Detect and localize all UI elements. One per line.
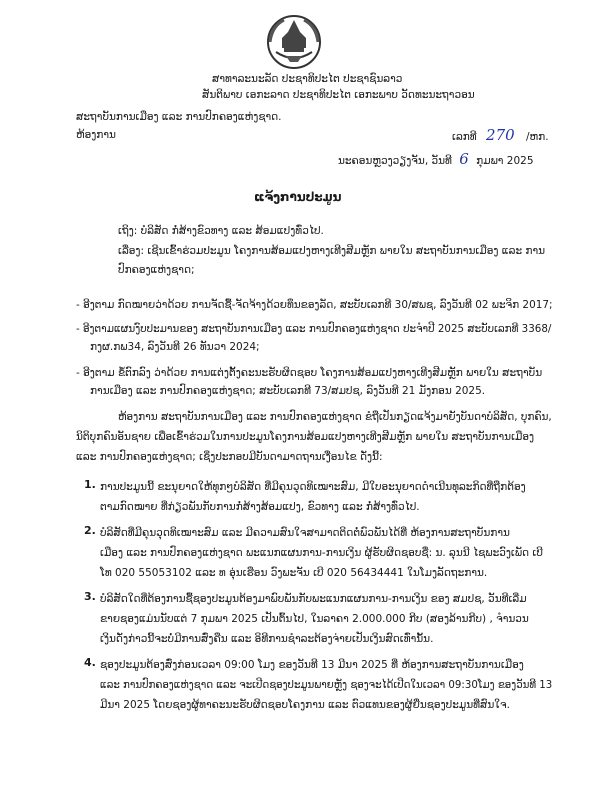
intro-line-3: ແລະ ການປົກຄອງແຫ່ງຊາດ; ເຊິ່ງປະກອບມີບັນດາມາດຖານເງື່ອນໄຂ ດັ່ງນີ້: [76, 451, 383, 463]
item-2-line-3: ໂທ 020 55053102 ແລະ ທ ອຸ່ນເຮືອນ ວົງພະຈັນ ເບີ 020 56434441 ໃນໂມງລັດຖະການ. [100, 567, 488, 579]
place-date [338, 152, 534, 168]
item-4-line-2: ແລະ ການປົກຄອງແຫ່ງຊາດ ແລະ ຈະເປີດຊອງປະມູນພາຍຫຼັງ ຊອງຈະໄດ້ເປີດໃນເວລາ 09:30ໂມງ ຂອງວັນທີ 13 [100, 679, 553, 691]
item-3-line-1: ບໍລິສັດໃດທີ່ຕ້ອງການຊື້ຊອງປະມູນຕ້ອງມາພົບພັນກັບພະແນກແຜນການ-ການເງິນ ຂອງ ສມປຊ, ວັນທີເລີ່ມ [100, 593, 527, 605]
subject-line-2: ປົກຄອງແຫ່ງຊາດ; [118, 264, 195, 276]
item-2-line-2: ເມືອງ ແລະ ການປົກຄອງແຫ່ງຊາດ ພະແນກແຜນການ-ການເງິນ ຜູ້ຮັບຜິດຊອບຊື່: ນ. ລຸນນີ ໄຊພະວົງເພັດ ເບີ [100, 547, 543, 559]
reference-3-line-1: - ອີງຕາມ ຂໍ້ຕົກລົງ ວ່າດ້ວຍ ການແຕ່ງຕັ້ງຄະນະຮັບຜິດຊອບ ໂຄງການສ້ອມແປງຫາງເທີງສີມຫຼັກ ພາຍໃນ ສະຖາບັນ [76, 367, 543, 379]
item-2-number: 2. [84, 524, 96, 537]
reference-2-line-1: - ອີງຕາມແຜນງົບປະມານຂອງ ສະຖາບັນການເມືອງ ແລະ ການປົກຄອງແຫ່ງຊາດ ປະຈຳປີ 2025 ສະບັບເລກທີ 3368/ [76, 323, 552, 335]
date-day: 6 [459, 150, 469, 168]
item-4-number: 4. [84, 656, 96, 669]
item-3-number: 3. [84, 590, 96, 603]
intro-line-2: ນິຕິບຸກຄົນອັນຊາຍ ເພື່ອເຂົ້າຮ່ວມໃນການປະມູນໂຄງການສ້ອມແປງຫາງເທີງສີມຫຼັກ ພາຍໃນ ສະຖາບັນການເມືອງ [76, 431, 535, 443]
item-4-line-3: ມີນາ 2025 ໂດຍຊອງຜູ້ທາຄະນະຮັບຜິດຊອບໂຄງການ ແລະ ຕົວແທນຂອງຜູ້ຍື່ນຊອງປະມູນທີ່ສົນໃຈ. [100, 699, 510, 711]
doc-number-value: 270 [486, 126, 515, 144]
item-3-line-2: ຂາຍຊອງແມ່ນນັບແຕ່ 7 ກຸມພາ 2025 ເປັນຕົ້ນໄປ, ໃນລາຄາ 2.000.000 ກີບ (ສອງລ້ານກີບ) , ຈຳນວນ [100, 613, 529, 625]
item-3-line-3: ເງິນດັ່ງກ່າວນີ້ຈະບໍ່ມີການສົ່ງຄືນ ແລະ ອິທີການຊຳລະຕ້ອງຈ່າຍເປັນເງິນສົດເທົ່ານັ້ນ. [100, 633, 434, 645]
national-emblem [262, 12, 326, 70]
country-line: ສາທາລະນະລັດ ປະຊາທິປະໄຕ ປະຊາຊົນລາວ [212, 73, 403, 85]
motto-line: ສັນຕິພາບ ເອກະລາດ ປະຊາທິປະໄຕ ເອກະພາບ ວັດທະນະຖາວອນ [202, 89, 475, 101]
doc-number-suffix: /ຫກ. [526, 131, 549, 143]
intro-line-1: ຫ້ອງການ ສະຖາບັນການເມືອງ ແລະ ການປົກຄອງແຫ່ງຊາດ ຂໍຖືເປັນກຽດແຈ້ງມາຍັງບັນດາບໍລິສັດ, ບຸກຄົນ, [118, 411, 552, 423]
item-1-number: 1. [84, 478, 96, 491]
document-title: ແຈ້ງການປະມູນ [254, 190, 342, 204]
office-label: ຫ້ອງການ [76, 129, 116, 141]
place-date-prefix: ນະຄອນຫຼວງວຽງຈັນ, ວັນທີ [338, 155, 452, 167]
date-month-year: ກຸມພາ 2025 [476, 155, 534, 167]
reference-3-line-2: ການເມືອງ ແລະ ການປົກຄອງແຫ່ງຊາດ; ສະບັບເລກທີ 73/ສມປຊ, ລົງວັນທີ 21 ມັງກອນ 2025. [90, 385, 486, 397]
item-1-line-1: ການປະມູນນີ້ ຂະນຸຍາດໃຫ້ທຸກໆບໍລິສັດ ທີ່ມີຄຸນວຸດທິເໝາະສົມ, ມີໃບອະນຸຍາດດຳເນີນທຸລະກິດທີ່ຖືກຕ້ອງ [100, 481, 526, 493]
item-4-line-1: ຊອງປະມູນຕ້ອງສົ່ງກ່ອນເວລາ 09:00 ໂມງ ຂອງວັນທີ 13 ມີນາ 2025 ທີ່ ຫ້ອງການສະຖາບັນການເມືອງ [100, 659, 524, 671]
item-1-line-2: ຕາມກົດໝາຍ ທີ່ກ່ຽວພັນກັບການກໍ່ສ້າງສ້ອມແປງ, ຂົວທາງ ແລະ ກໍ່ສ້າງທົ່ວໄປ. [100, 501, 420, 513]
reference-2-line-2: ກງຜ.ກພ34, ລົງວັນທີ 26 ທັນວາ 2024; [90, 341, 260, 353]
subject-line-1: ເລື່ອງ: ເຊີນເຂົ້າຮ່ວມປະມູນ ໂຄງການສ້ອມແປງຫາງເທີງສີມຫຼັກ ພາຍໃນ ສະຖາບັນການເມືອງ ແລະ ການ [118, 245, 546, 257]
reference-1: - ອີງຕາມ ກົດໝາຍວ່າດ້ວຍ ການຈັດຊື້-ຈັດຈ້າງດ້ວຍທຶນຂອງລັດ, ສະບັບເລກທີ 30/ສພຊ, ລົງວັນທີ 02 ພະຈິກ 2017; [76, 299, 553, 311]
item-2-line-1: ບໍລິສັດທີ່ມີຄຸນວຸດທິເໝາະສົມ ແລະ ມີຄວາມສົນໃຈສາມາດຕິດຕໍ່ພົວພັນໄດ້ທີ່ ຫ້ອງການສະຖາບັນການ [100, 527, 510, 539]
doc-number [452, 128, 549, 144]
institution-name: ສະຖາບັນການເມືອງ ແລະ ການປົກຄອງແຫ່ງຊາດ. [76, 111, 282, 123]
to-line: ເຖິງ: ບໍລິສັດ ກໍ່ສ້າງຂົວທາງ ແລະ ສ້ອມແປງທົ່ວໄປ. [118, 225, 324, 237]
doc-number-label: ເລກທີ [452, 131, 477, 143]
